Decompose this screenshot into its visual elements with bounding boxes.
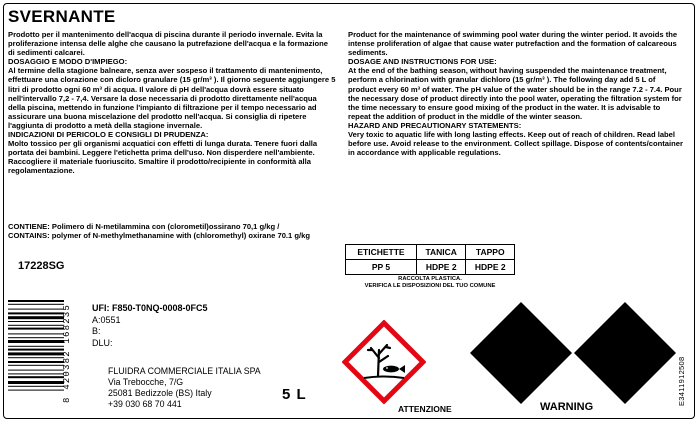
packaging-materials-table xyxy=(345,244,515,275)
environment-hazard-icon xyxy=(342,320,426,404)
italian-dosage-heading: DOSAGGIO E MODO D'IMPIEGO: xyxy=(8,57,128,67)
company-name: FLUIDRA COMMERCIALE ITALIA SPA xyxy=(108,366,261,376)
code-a: A:0551 xyxy=(92,314,121,325)
materials-value-cap: HDPE 2 xyxy=(466,260,515,275)
product-title: SVERNANTE xyxy=(8,7,116,26)
lot-code: 17228SG xyxy=(18,260,65,272)
english-text-column xyxy=(348,30,683,157)
barcode xyxy=(8,298,64,410)
materials-value-canister: HDPE 2 xyxy=(416,260,466,275)
materials-header-labels: ETICHETTE xyxy=(346,245,417,260)
contains-italian: CONTIENE: Polimero di N-metilammina con (clorometil)ossirano 70,1 g/kg / xyxy=(8,222,280,231)
materials-header-cap: TAPPO xyxy=(466,245,515,260)
signal-word-english: WARNING xyxy=(540,401,594,413)
italian-hazard-heading: INDICAZIONI DI PERICOLO E CONSIGLI DI PRUDENZA: xyxy=(8,130,209,140)
signal-word-italian: ATTENZIONE xyxy=(398,404,452,414)
blank-diamond-icon xyxy=(572,300,678,406)
ufi-code: UFI: F850-T0NQ-0008-0FC5 xyxy=(92,303,208,313)
code-dlu: DLU: xyxy=(92,337,113,348)
recycling-note xyxy=(345,276,515,290)
barcode-number: 8 420382 168235 xyxy=(62,303,72,403)
materials-value-labels: PP 5 xyxy=(346,260,417,275)
english-hazard-heading: HAZARD AND PRECAUTIONARY STATEMENTS: xyxy=(348,120,522,130)
recycling-line-1: RACCOLTA PLASTICA. xyxy=(398,276,462,282)
contains-statement xyxy=(8,222,338,241)
company-street: Via Trebocche, 7/G xyxy=(108,377,184,387)
company-city: 25081 Bedizzole (BS) Italy xyxy=(108,388,212,398)
materials-value-row xyxy=(346,260,515,275)
company-phone: +39 030 68 70 441 xyxy=(108,399,182,409)
english-dosage-heading: DOSAGE AND INSTRUCTIONS FOR USE: xyxy=(348,57,497,67)
italian-text-column xyxy=(8,30,336,176)
blank-diamond-icon xyxy=(468,300,574,406)
contains-english: CONTAINS: polymer of N-methylmethanamine with (chloromethyl) oxirane 70.1 g/kg xyxy=(8,231,310,241)
code-b: B: xyxy=(92,326,101,336)
italian-description: Prodotto per il mantenimento dell'acqua di piscina durante il periodo invernale. Evita la proliferazione intensa delle alghe che causano la putrefazione dell'acqua e la formazione di sedimenti calcarei. xyxy=(8,30,328,58)
english-dosage-text: At the end of the bathing season, without having suspended the maintenance treatment, perform a chlorination with granular dichloro (15 gr/m³ ). The following day add 5 L of product every 60 m³ of water. The pH value of the water should be in the range 7.2 - 7.4. Pour the necessary dose of product directly into the pool water, operating the filtration system for the time necessary to ensure good mixing of the product in the water. It is advisable to repeat the addition of product in the middle of the winter season. xyxy=(348,66,682,121)
italian-hazard-text: Molto tossico per gli organismi acquatici con effetti di lunga durata. Tenere fuori dalla portata dei bambini. Leggere l'etichetta prima dell'uso. Non disperdere nell'ambiente. Raccogliere il materiale fuoriuscito. Smaltire il prodotto/recipiente in conformità alla regolamentazione. xyxy=(8,139,318,176)
english-hazard-text: Very toxic to aquatic life with long lasting effects. Keep out of reach of children. Read label before use. Avoid release to the environment. Collect spillage. Dispose of contents/container in accordance with applicable regulations. xyxy=(348,130,683,158)
materials-header-canister: TANICA xyxy=(416,245,466,260)
volume-label: 5 L xyxy=(282,386,307,403)
materials-header-row xyxy=(346,245,515,260)
recycling-line-2: VERIFICA LE DISPOSIZIONI DEL TUO COMUNE xyxy=(364,283,496,289)
italian-dosage-text: Al termine della stagione balneare, senza aver sospeso il trattamento di mantenimento, effettuare una clorazione con dicloro granulare (15 gr/m³ ). Il giorno seguente aggiungere 5 litri di prodotto ogni 60 m³ di acqua. Il valore di pH dell'acqua dovrà essere situato nell'intervallo 7,2 - 7,4. Versare la dose necessaria di prodotto direttamente nell'acqua della piscina, mettendo in funzione l'impianto di filtrazione per il tempo necessario ad assicurare una buona miscelazione del prodotto nell'acqua. Si consiglia di ripetere l'aggiunta di prodotto a metà della stagione invernale. xyxy=(8,66,336,130)
side-code: E3411912508 xyxy=(677,356,686,406)
english-description: Product for the maintenance of swimming pool water during the winter period. It avoids the intense proliferation of algae that cause water putrefaction and the formation of calcareous sediments. xyxy=(348,30,678,58)
company-address xyxy=(108,366,261,410)
identifier-block xyxy=(92,303,208,349)
